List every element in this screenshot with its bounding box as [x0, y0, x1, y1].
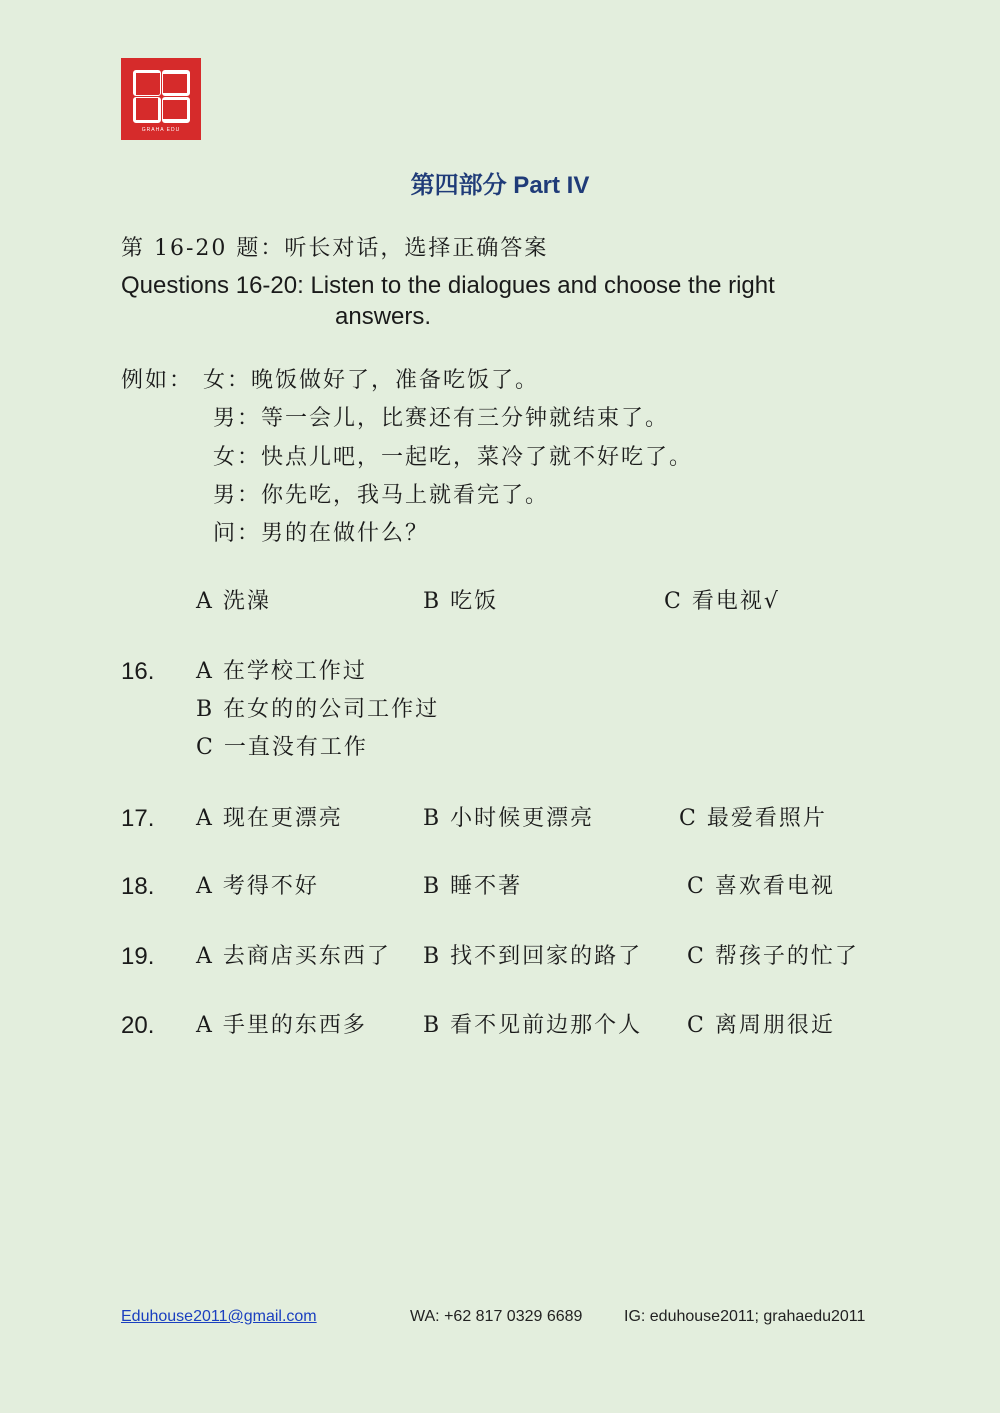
footer-email-link[interactable]: Eduhouse2011@gmail.com [121, 1308, 317, 1325]
question-option: A 考得不好 [196, 874, 319, 899]
question-number: 18. [121, 873, 155, 900]
example-line: 女：快点儿吧，一起吃，菜冷了就不好吃了。 [213, 445, 694, 470]
example-line: 女：晚饭做好了，准备吃饭了。 [203, 368, 540, 393]
question-option: C 最爱看照片 [679, 806, 827, 831]
logo-seal-icon [133, 70, 190, 123]
page-title: 第四部分 Part IV [410, 172, 590, 199]
example-question: 问：男的在做什么？ [213, 521, 430, 546]
instruction-en-line2: answers. [335, 303, 432, 330]
question-number: 16. [121, 658, 155, 685]
question-number: 20. [121, 1012, 155, 1039]
example-line: 男：你先吃，我马上就看完了。 [213, 483, 550, 508]
question-option: C 帮孩子的忙了 [687, 944, 859, 969]
question-number: 19. [121, 943, 155, 970]
example-label: 例如： [121, 368, 194, 393]
question-option: B 小时候更漂亮 [423, 806, 595, 831]
question-option: A 现在更漂亮 [196, 806, 343, 831]
question-option: B 在女的的公司工作过 [196, 697, 440, 722]
example-line: 男：等一会儿，比赛还有三分钟就结束了。 [213, 406, 670, 431]
question-option: A 去商店买东西了 [196, 944, 391, 969]
question-option: C 一直没有工作 [196, 735, 368, 760]
question-option: C 离周朋很近 [687, 1013, 835, 1038]
question-option: A 在学校工作过 [196, 659, 367, 684]
footer-whatsapp: WA: +62 817 0329 6689 [410, 1308, 583, 1325]
instruction-zh: 第 16-20 题：听长对话，选择正确答案 [121, 236, 549, 261]
example-option-a: A 洗澡 [196, 589, 271, 614]
question-option: B 看不见前边那个人 [423, 1013, 643, 1038]
footer-instagram: IG: eduhouse2011; grahaedu2011 [624, 1308, 866, 1325]
question-option: B 睡不著 [423, 874, 523, 899]
question-option: A 手里的东西多 [196, 1013, 367, 1038]
question-option: C 喜欢看电视 [687, 874, 835, 899]
example-option-b: B 吃饭 [423, 589, 499, 614]
instruction-en-line1: Questions 16-20: Listen to the dialogues and choose the right [121, 272, 775, 299]
example-option-c: C 看电视√ [664, 589, 780, 614]
graha-edu-logo [121, 58, 201, 140]
question-option: B 找不到回家的路了 [423, 944, 643, 969]
question-number: 17. [121, 805, 155, 832]
logo-text: GRAHA EDU [141, 126, 181, 133]
